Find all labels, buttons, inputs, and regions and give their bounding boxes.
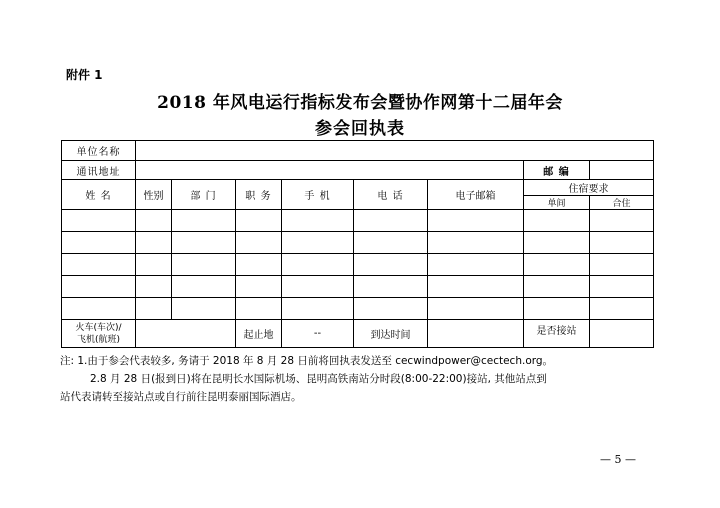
registration-form-table [61, 140, 654, 348]
attendee-row [62, 210, 654, 232]
mobile-cell[interactable] [282, 298, 354, 320]
position-cell[interactable] [236, 210, 282, 232]
postcode-field[interactable] [590, 161, 654, 180]
col-email-header: 电子邮箱 [428, 180, 524, 210]
col-gender-header: 性别 [136, 180, 172, 210]
address-label: 通讯地址 [62, 161, 136, 180]
document-subtitle: 参会回执表 [315, 119, 405, 139]
position-cell[interactable] [236, 232, 282, 254]
mobile-cell[interactable] [282, 276, 354, 298]
unit-name-field[interactable] [136, 141, 654, 161]
single-room-cell[interactable] [524, 210, 590, 232]
pickup-label: 是否接站 [524, 320, 590, 348]
address-row [62, 161, 654, 180]
department-cell[interactable] [172, 276, 236, 298]
gender-cell[interactable] [136, 210, 172, 232]
single-room-cell[interactable] [524, 232, 590, 254]
transport-label [62, 320, 136, 348]
email-cell[interactable] [428, 254, 524, 276]
address-field[interactable] [136, 161, 524, 180]
arrival-time-field[interactable] [428, 320, 524, 348]
col-position-header: 职 务 [236, 180, 282, 210]
phone-cell[interactable] [354, 232, 428, 254]
note-line-2: 2.8 月 28 日(报到日)将在昆明长水国际机场、昆明高铁南站分时段(8:00-22:00)接站, 其他站点到 [90, 373, 547, 385]
col-mobile-header: 手 机 [282, 180, 354, 210]
attendee-row [62, 232, 654, 254]
col-name-header: 姓 名 [62, 180, 136, 210]
position-cell[interactable] [236, 254, 282, 276]
shared-room-cell[interactable] [590, 276, 654, 298]
phone-cell[interactable] [354, 276, 428, 298]
page-number: — 5 — [600, 453, 636, 466]
phone-cell[interactable] [354, 254, 428, 276]
transport-label-line2: 飞机(航班) [76, 334, 121, 345]
shared-room-cell[interactable] [590, 210, 654, 232]
pickup-field[interactable] [590, 320, 654, 348]
column-header-row [62, 180, 654, 196]
unit-name-label: 单位名称 [62, 141, 136, 161]
department-cell[interactable] [172, 254, 236, 276]
email-cell[interactable] [428, 276, 524, 298]
gender-cell[interactable] [136, 276, 172, 298]
email-cell[interactable] [428, 210, 524, 232]
col-phone-header: 电 话 [354, 180, 428, 210]
department-cell[interactable] [172, 298, 236, 320]
email-cell[interactable] [428, 298, 524, 320]
email-cell[interactable] [428, 232, 524, 254]
shared-room-cell[interactable] [590, 232, 654, 254]
postcode-label: 邮 编 [524, 161, 590, 180]
mobile-cell[interactable] [282, 254, 354, 276]
mobile-cell[interactable] [282, 232, 354, 254]
col-shared-room-header: 合住 [590, 196, 654, 210]
single-room-cell[interactable] [524, 276, 590, 298]
unit-name-row [62, 141, 654, 161]
position-cell[interactable] [236, 276, 282, 298]
position-cell[interactable] [236, 298, 282, 320]
col-lodging-header: 住宿要求 [524, 180, 654, 196]
name-cell[interactable] [62, 254, 136, 276]
gender-cell[interactable] [136, 232, 172, 254]
notes-section [60, 352, 660, 406]
gender-cell[interactable] [136, 298, 172, 320]
shared-room-cell[interactable] [590, 254, 654, 276]
note-line-1: 注: 1.由于参会代表较多, 务请于 2018 年 8 月 28 日前将回执表发送至 cecwindpower@cectech.org。 [60, 355, 554, 367]
name-cell[interactable] [62, 276, 136, 298]
transport-row [62, 320, 654, 348]
attachment-label: 附件 1 [66, 68, 103, 82]
note-line-3: 站代表请转至接站点或自行前往昆明泰丽国际酒店。 [60, 391, 302, 403]
single-room-cell[interactable] [524, 298, 590, 320]
transport-label-line1: 火车(车次)/ [75, 322, 122, 333]
name-cell[interactable] [62, 210, 136, 232]
phone-cell[interactable] [354, 298, 428, 320]
department-cell[interactable] [172, 210, 236, 232]
attendee-row [62, 254, 654, 276]
shared-room-cell[interactable] [590, 298, 654, 320]
gender-cell[interactable] [136, 254, 172, 276]
single-room-cell[interactable] [524, 254, 590, 276]
attendee-row [62, 276, 654, 298]
mobile-cell[interactable] [282, 210, 354, 232]
document-title: 2018 年风电运行指标发布会暨协作网第十二届年会 [157, 93, 563, 113]
origin-dest-label: 起止地 [236, 320, 282, 348]
transport-number-field[interactable] [136, 320, 236, 348]
attendee-row [62, 298, 654, 320]
col-single-room-header: 单间 [524, 196, 590, 210]
col-department-header: 部 门 [172, 180, 236, 210]
phone-cell[interactable] [354, 210, 428, 232]
name-cell[interactable] [62, 298, 136, 320]
name-cell[interactable] [62, 232, 136, 254]
arrival-time-label: 到达时间 [354, 320, 428, 348]
department-cell[interactable] [172, 232, 236, 254]
origin-dest-field[interactable]: -- [282, 320, 354, 348]
